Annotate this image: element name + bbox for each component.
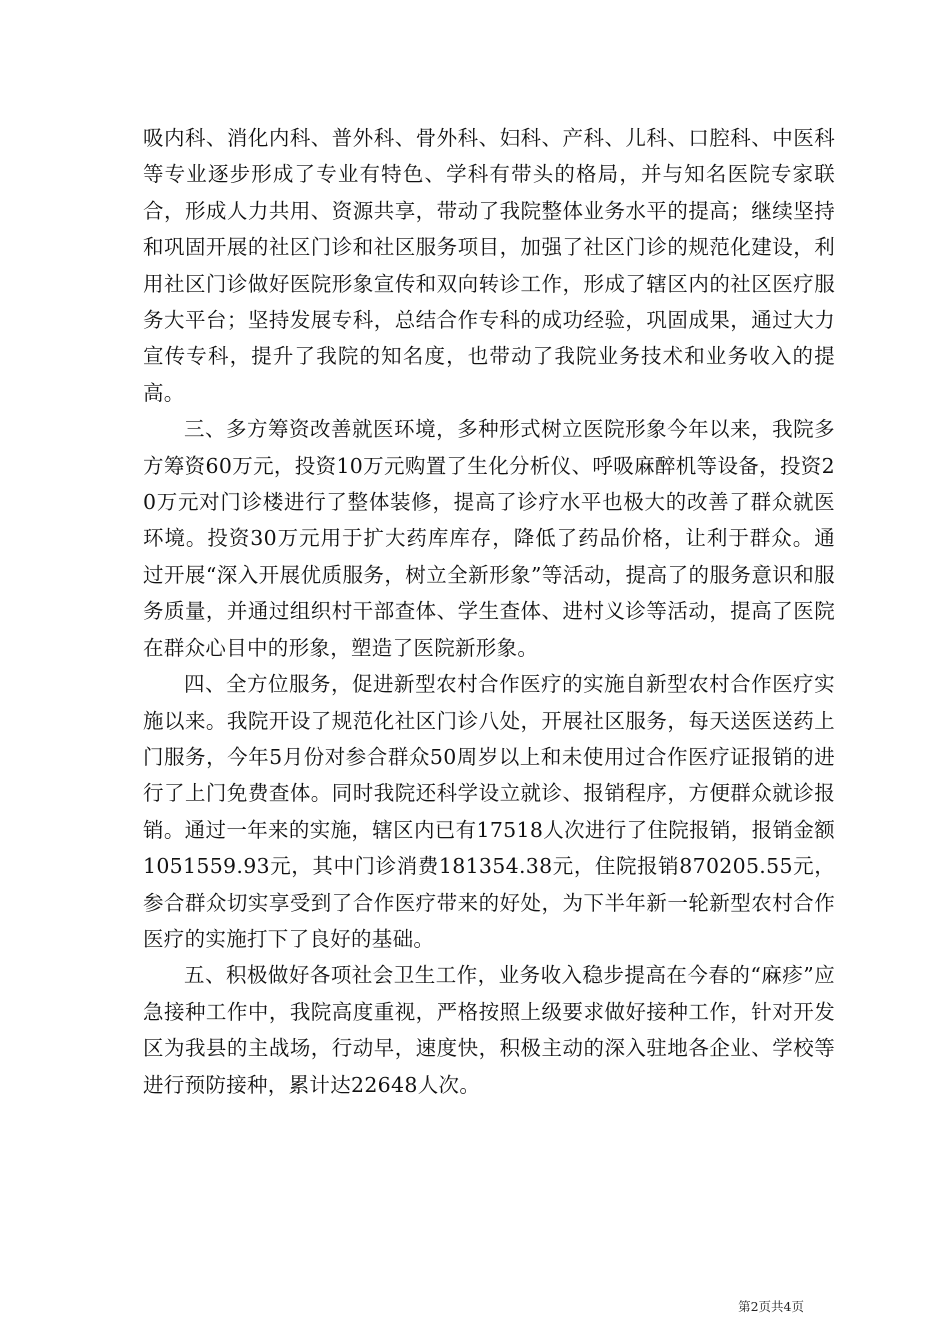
paragraph-rural-cooperative-medical: 四、全方位服务，促进新型农村合作医疗的实施自新型农村合作医疗实施以来。我院开设了规范化社区门诊八处，开展社区服务，每天送医送药上门服务，今年5月份对参合群众50周岁以上和未使用过合作医疗证报销的进行了上门免费查体。同时我院还科学设立就诊、报销程序，方便群众就诊报销。通过一年来的实施，辖区内已有17518人次进行了住院报销，报销金额1051559.93元，其中门诊消费181354.38元，住院报销870205.55元，参合群众切实享受到了合作医疗带来的好处，为下半年新一轮新型农村合作医疗的实施打下了良好的基础。 (143, 672, 835, 951)
page-number-footer: 第2页共4页 (738, 1299, 804, 1314)
paragraph-fundraising-environment: 三、多方筹资改善就医环境，多种形式树立医院形象今年以来，我院多方筹资60万元，投资10万元购置了生化分析仪、呼吸麻醉机等设备，投资20万元对门诊楼进行了整体装修，提高了诊疗水平也极大的改善了群众就医环境。投资30万元用于扩大药库库存，降低了药品价格，让利于群众。通过开展“深入开展优质服务，树立全新形象”等活动，提高了的服务意识和服务质量，并通过组织村干部查体、学生查体、进村义诊等活动，提高了医院在群众心目中的形象，塑造了医院新形象。 (143, 417, 835, 660)
paragraph-specialty-development: 吸内科、消化内科、普外科、骨外科、妇科、产科、儿科、口腔科、中医科等专业逐步形成了专业有特色、学科有带头的格局，并与知名医院专家联合，形成人力共用、资源共享，带动了我院整体业务水平的提高；继续坚持和巩固开展的社区门诊和社区服务项目，加强了社区门诊的规范化建设，利用社区门诊做好医院形象宣传和双向转诊工作，形成了辖区内的社区医疗服务大平台；坚持发展专科，总结合作专科的成功经验，巩固成果，通过大力宣传专科，提升了我院的知名度，也带动了我院业务技术和业务收入的提高。 (143, 126, 835, 405)
paragraph-public-health-work: 五、积极做好各项社会卫生工作，业务收入稳步提高在今春的“麻疹”应急接种工作中，我院高度重视，严格按照上级要求做好接种工作，针对开发区为我县的主战场，行动早，速度快，积极主动的深入驻地各企业、学校等进行预防接种，累计达22648人次。 (143, 963, 835, 1097)
document-body (143, 120, 835, 1103)
